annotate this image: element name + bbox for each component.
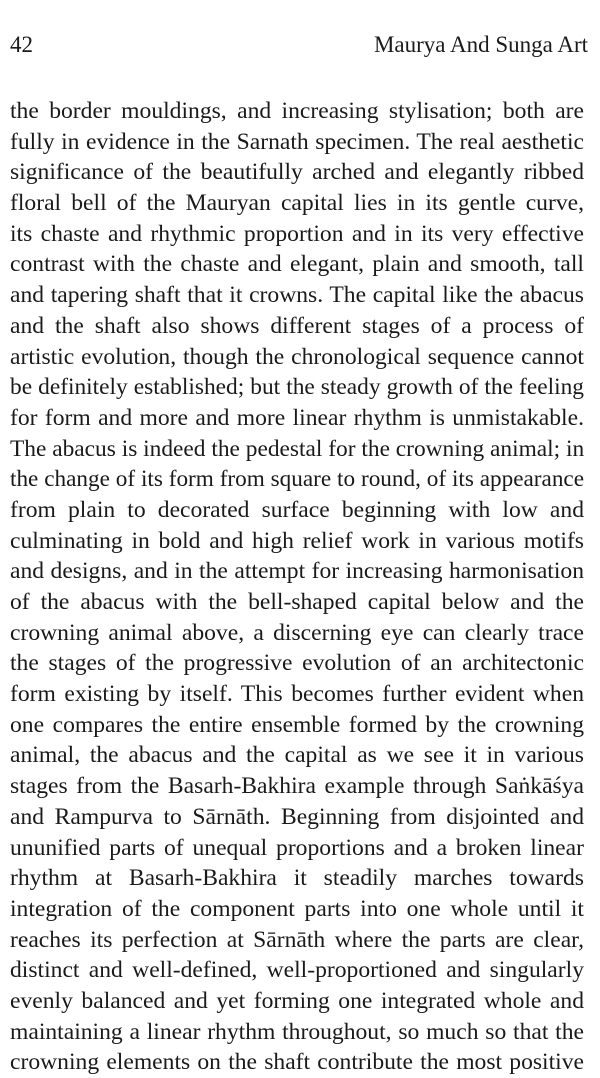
text-line: crowning elements on the shaft contribute the most positive <box>10 1049 584 1076</box>
text-line: fully in evidence in the Sarnath specimen. The real aesthetic <box>10 128 584 155</box>
text-line: its chaste and rhythmic proportion and in its very effective <box>10 220 584 247</box>
text-line: from plain to decorated surface beginning with low and <box>10 496 584 523</box>
text-line: animal, the abacus and the capital as we see it in various <box>10 742 584 769</box>
text-line: and Rampurva to Sārnāth. Beginning from disjointed and <box>10 803 584 830</box>
text-line: form existing by itself. This becomes further evident when <box>10 681 584 708</box>
text-line: integration of the component parts into one whole until it <box>10 895 584 922</box>
text-line: and tapering shaft that it crowns. The capital like the abacus <box>10 282 584 309</box>
text-line: the stages of the progressive evolution of an architectonic <box>10 650 584 677</box>
text-line: stages from the Basarh-Bakhira example through Saṅkāśya <box>10 773 584 800</box>
text-line: rhythm at Basarh-Bakhira it steadily marches towards <box>10 865 584 892</box>
text-line: floral bell of the Mauryan capital lies in its gentle curve, <box>10 190 584 217</box>
page-number: 42 <box>10 32 33 57</box>
running-title: Maurya And Sunga Art <box>373 32 588 57</box>
text-line: be definitely established; but the steady growth of the feeling <box>10 374 584 401</box>
text-line: crowning animal above, a discerning eye can clearly trace <box>10 619 584 646</box>
text-line: and the shaft also shows different stages of a process of <box>10 312 584 339</box>
body-paragraph <box>10 96 584 1078</box>
text-line: the change of its form from square to round, of its appearance <box>10 466 584 493</box>
text-line: maintaining a linear rhythm throughout, so much so that the <box>10 1018 584 1045</box>
text-line: artistic evolution, though the chronological sequence cannot <box>10 343 584 370</box>
text-line: of the abacus with the bell-shaped capital below and the <box>10 589 584 615</box>
text-line: culminating in bold and high relief work in various motifs <box>10 527 584 554</box>
text-line: distinct and well-defined, well-proportioned and singularly <box>10 957 584 984</box>
text-line: and designs, and in the attempt for increasing harmonisation <box>10 558 584 585</box>
text-line: significance of the beautifully arched and elegantly ribbed <box>10 159 584 186</box>
text-line: the border mouldings, and increasing stylisation; both are <box>10 98 584 124</box>
text-line: for form and more and more linear rhythm is unmistakable. <box>10 404 584 431</box>
running-head <box>10 30 588 60</box>
text-line: ununified parts of unequal proportions and a broken linear <box>10 834 584 861</box>
text-line: one compares the entire ensemble formed by the crowning <box>10 711 584 738</box>
text-line: evenly balanced and yet forming one integrated whole and <box>10 987 584 1014</box>
text-line: contrast with the chaste and elegant, plain and smooth, tall <box>10 251 584 278</box>
text-line: reaches its perfection at Sārnāth where the parts are clear, <box>10 926 584 953</box>
text-line: The abacus is indeed the pedestal for the crowning animal; in <box>10 435 584 462</box>
